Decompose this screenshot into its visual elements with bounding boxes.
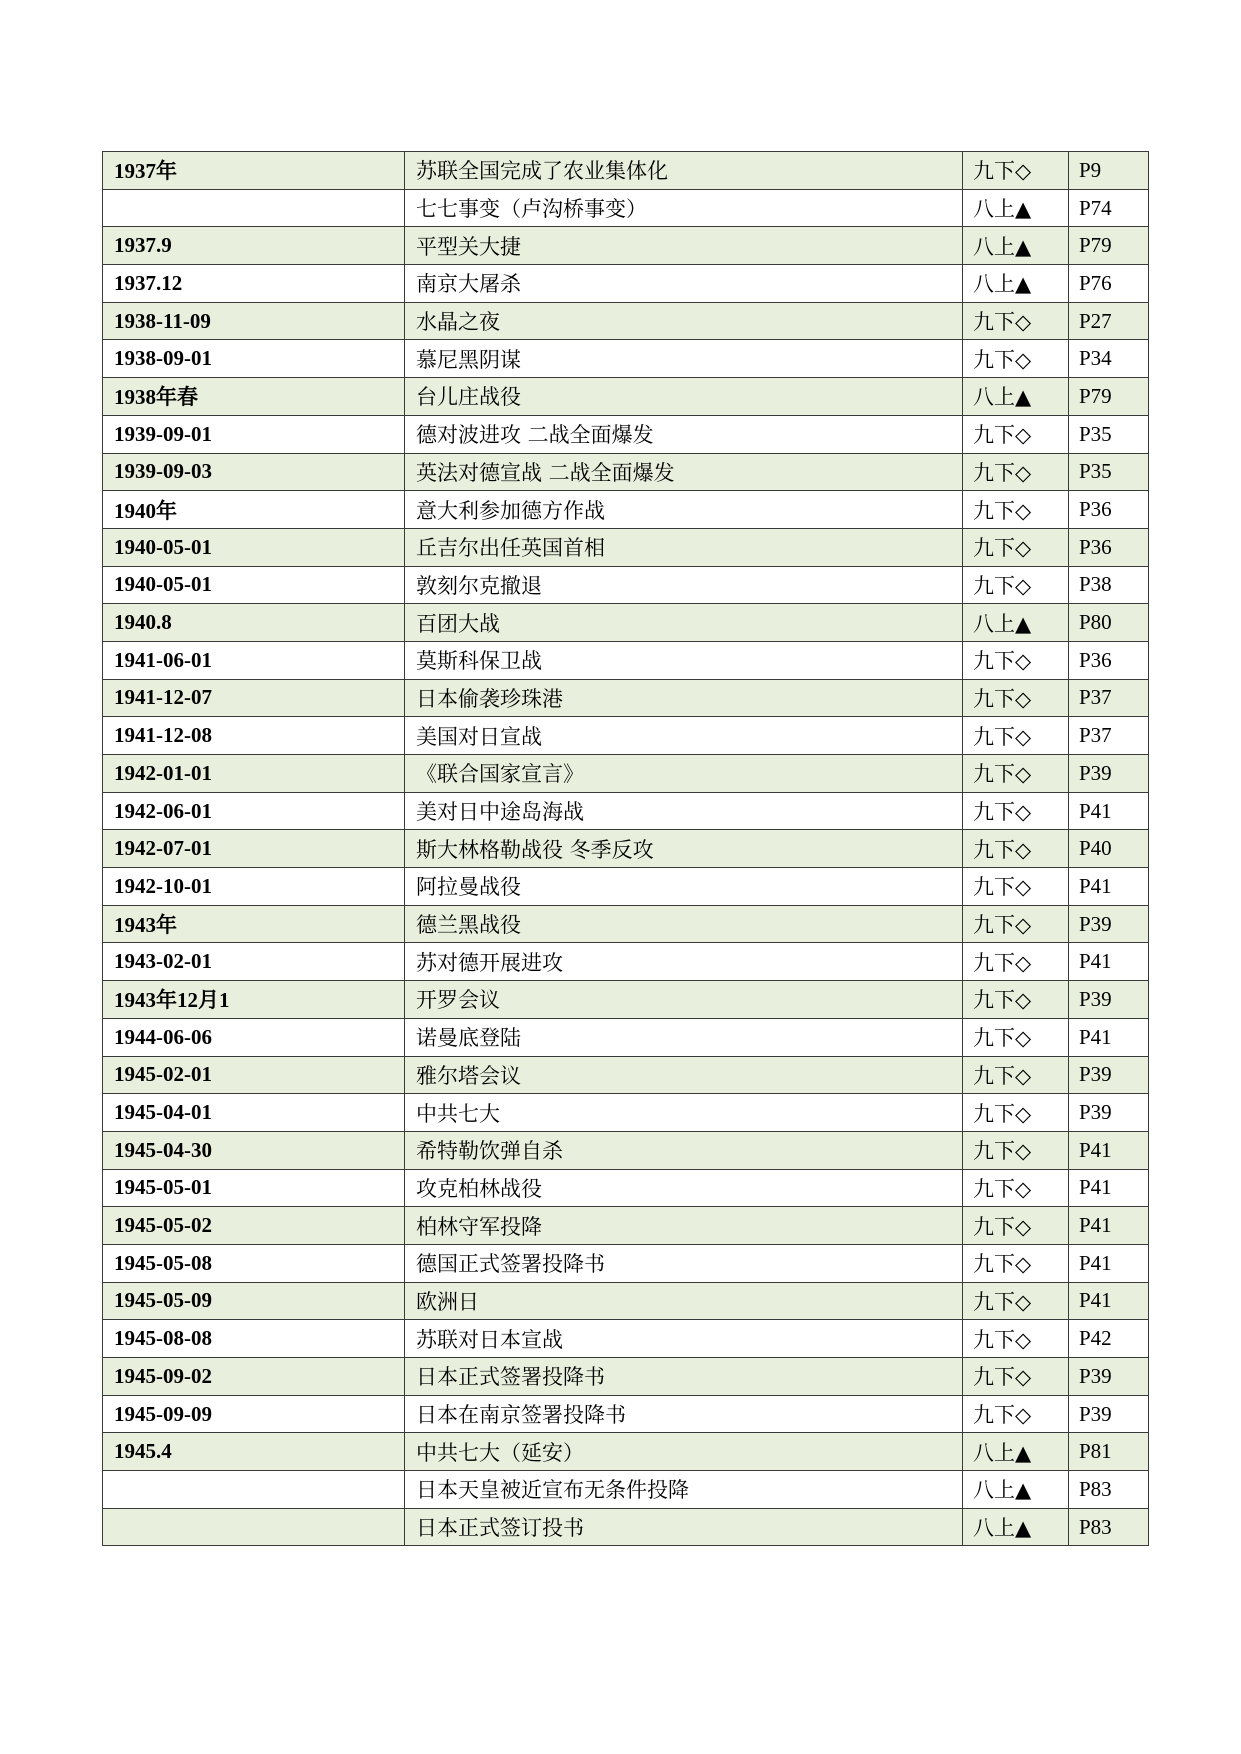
textbook-cell: 九下◇	[963, 981, 1069, 1019]
textbook-cell: 九下◇	[963, 302, 1069, 340]
textbook-cell: 九下◇	[963, 679, 1069, 717]
event-cell: 苏联全国完成了农业集体化	[405, 152, 963, 190]
date-cell: 1941-06-01	[103, 641, 405, 679]
page-ref-cell: P37	[1069, 717, 1149, 755]
page-ref-cell: P36	[1069, 641, 1149, 679]
event-cell: 中共七大（延安）	[405, 1433, 963, 1471]
page-ref-cell: P34	[1069, 340, 1149, 378]
table-row	[103, 566, 1149, 604]
page-ref-cell: P35	[1069, 453, 1149, 491]
textbook-cell: 八上▲	[963, 378, 1069, 416]
table-row	[103, 830, 1149, 868]
table-row	[103, 1471, 1149, 1509]
page-ref-cell: P36	[1069, 528, 1149, 566]
textbook-cell: 九下◇	[963, 1056, 1069, 1094]
date-cell: 1942-07-01	[103, 830, 405, 868]
date-cell: 1942-10-01	[103, 868, 405, 906]
table-row	[103, 943, 1149, 981]
page-ref-cell: P83	[1069, 1508, 1149, 1546]
textbook-cell: 九下◇	[963, 1395, 1069, 1433]
table-row	[103, 1244, 1149, 1282]
textbook-cell: 八上▲	[963, 604, 1069, 642]
event-cell: 日本在南京签署投降书	[405, 1395, 963, 1433]
page-ref-cell: P39	[1069, 981, 1149, 1019]
table-row	[103, 905, 1149, 943]
page-ref-cell: P39	[1069, 1056, 1149, 1094]
event-cell: 德国正式签署投降书	[405, 1244, 963, 1282]
event-cell: 意大利参加德方作战	[405, 491, 963, 529]
timeline-table-body	[103, 152, 1149, 1546]
date-cell: 1945-08-08	[103, 1320, 405, 1358]
date-cell: 1945.4	[103, 1433, 405, 1471]
page-ref-cell: P41	[1069, 1282, 1149, 1320]
page-ref-cell: P41	[1069, 868, 1149, 906]
table-row	[103, 1207, 1149, 1245]
page-ref-cell: P9	[1069, 152, 1149, 190]
date-cell: 1944-06-06	[103, 1018, 405, 1056]
textbook-cell: 九下◇	[963, 905, 1069, 943]
event-cell: 德兰黑战役	[405, 905, 963, 943]
table-row	[103, 1395, 1149, 1433]
textbook-cell: 九下◇	[963, 1320, 1069, 1358]
page-ref-cell: P36	[1069, 491, 1149, 529]
table-row	[103, 227, 1149, 265]
date-cell: 1941-12-07	[103, 679, 405, 717]
textbook-cell: 九下◇	[963, 1282, 1069, 1320]
event-cell: 《联合国家宣言》	[405, 755, 963, 793]
table-row	[103, 1094, 1149, 1132]
date-cell: 1939-09-03	[103, 453, 405, 491]
textbook-cell: 九下◇	[963, 1131, 1069, 1169]
event-cell: 台儿庄战役	[405, 378, 963, 416]
table-row	[103, 792, 1149, 830]
event-cell: 苏联对日本宣战	[405, 1320, 963, 1358]
textbook-cell: 九下◇	[963, 717, 1069, 755]
date-cell: 1937.9	[103, 227, 405, 265]
textbook-cell: 八上▲	[963, 1433, 1069, 1471]
event-cell: 攻克柏林战役	[405, 1169, 963, 1207]
textbook-cell: 八上▲	[963, 1508, 1069, 1546]
event-cell: 苏对德开展进攻	[405, 943, 963, 981]
page-ref-cell: P41	[1069, 1131, 1149, 1169]
date-cell: 1939-09-01	[103, 415, 405, 453]
date-cell: 1943年	[103, 905, 405, 943]
page-ref-cell: P39	[1069, 755, 1149, 793]
table-row	[103, 641, 1149, 679]
date-cell: 1945-04-30	[103, 1131, 405, 1169]
textbook-cell: 八上▲	[963, 1471, 1069, 1509]
table-row	[103, 302, 1149, 340]
page-ref-cell: P39	[1069, 1395, 1149, 1433]
date-cell	[103, 1471, 405, 1509]
page-ref-cell: P41	[1069, 792, 1149, 830]
event-cell: 英法对德宣战 二战全面爆发	[405, 453, 963, 491]
date-cell: 1945-02-01	[103, 1056, 405, 1094]
textbook-cell: 九下◇	[963, 152, 1069, 190]
event-cell: 七七事变（卢沟桥事变）	[405, 189, 963, 227]
page-ref-cell: P37	[1069, 679, 1149, 717]
date-cell: 1940.8	[103, 604, 405, 642]
textbook-cell: 九下◇	[963, 641, 1069, 679]
event-cell: 开罗会议	[405, 981, 963, 1019]
page-ref-cell: P40	[1069, 830, 1149, 868]
textbook-cell: 九下◇	[963, 1207, 1069, 1245]
event-cell: 诺曼底登陆	[405, 1018, 963, 1056]
event-cell: 丘吉尔出任英国首相	[405, 528, 963, 566]
textbook-cell: 九下◇	[963, 868, 1069, 906]
page-ref-cell: P74	[1069, 189, 1149, 227]
event-cell: 美国对日宣战	[405, 717, 963, 755]
page-ref-cell: P35	[1069, 415, 1149, 453]
textbook-cell: 九下◇	[963, 453, 1069, 491]
textbook-cell: 九下◇	[963, 1094, 1069, 1132]
table-row	[103, 981, 1149, 1019]
event-cell: 日本正式签署投降书	[405, 1358, 963, 1396]
event-cell: 欧洲日	[405, 1282, 963, 1320]
event-cell: 雅尔塔会议	[405, 1056, 963, 1094]
textbook-cell: 九下◇	[963, 528, 1069, 566]
table-row	[103, 189, 1149, 227]
event-cell: 日本天皇被近宣布无条件投降	[405, 1471, 963, 1509]
event-cell: 德对波进攻 二战全面爆发	[405, 415, 963, 453]
table-row	[103, 755, 1149, 793]
textbook-cell: 九下◇	[963, 1244, 1069, 1282]
date-cell: 1945-05-02	[103, 1207, 405, 1245]
table-row	[103, 679, 1149, 717]
page-ref-cell: P38	[1069, 566, 1149, 604]
textbook-cell: 九下◇	[963, 943, 1069, 981]
textbook-cell: 八上▲	[963, 189, 1069, 227]
event-cell: 希特勒饮弹自杀	[405, 1131, 963, 1169]
date-cell: 1938年春	[103, 378, 405, 416]
page-ref-cell: P41	[1069, 943, 1149, 981]
textbook-cell: 九下◇	[963, 830, 1069, 868]
event-cell: 平型关大捷	[405, 227, 963, 265]
page-ref-cell: P83	[1069, 1471, 1149, 1509]
table-row	[103, 1282, 1149, 1320]
page-ref-cell: P79	[1069, 378, 1149, 416]
page-ref-cell: P39	[1069, 905, 1149, 943]
date-cell	[103, 189, 405, 227]
textbook-cell: 九下◇	[963, 1358, 1069, 1396]
event-cell: 水晶之夜	[405, 302, 963, 340]
date-cell: 1945-09-09	[103, 1395, 405, 1433]
date-cell: 1943-02-01	[103, 943, 405, 981]
table-row	[103, 528, 1149, 566]
table-row	[103, 1508, 1149, 1546]
history-timeline-table	[102, 151, 1149, 1546]
date-cell	[103, 1508, 405, 1546]
textbook-cell: 八上▲	[963, 265, 1069, 303]
table-row	[103, 1018, 1149, 1056]
table-row	[103, 265, 1149, 303]
table-row	[103, 717, 1149, 755]
table-row	[103, 453, 1149, 491]
page-ref-cell: P79	[1069, 227, 1149, 265]
table-row	[103, 1131, 1149, 1169]
textbook-cell: 八上▲	[963, 227, 1069, 265]
textbook-cell: 九下◇	[963, 491, 1069, 529]
textbook-cell: 九下◇	[963, 755, 1069, 793]
date-cell: 1940年	[103, 491, 405, 529]
event-cell: 中共七大	[405, 1094, 963, 1132]
table-row	[103, 1433, 1149, 1471]
table-row	[103, 1320, 1149, 1358]
page-ref-cell: P80	[1069, 604, 1149, 642]
textbook-cell: 九下◇	[963, 340, 1069, 378]
textbook-cell: 九下◇	[963, 1169, 1069, 1207]
table-row	[103, 604, 1149, 642]
date-cell: 1942-01-01	[103, 755, 405, 793]
table-row	[103, 1358, 1149, 1396]
event-cell: 阿拉曼战役	[405, 868, 963, 906]
date-cell: 1941-12-08	[103, 717, 405, 755]
date-cell: 1942-06-01	[103, 792, 405, 830]
table-row	[103, 491, 1149, 529]
date-cell: 1938-09-01	[103, 340, 405, 378]
event-cell: 美对日中途岛海战	[405, 792, 963, 830]
date-cell: 1940-05-01	[103, 528, 405, 566]
event-cell: 莫斯科保卫战	[405, 641, 963, 679]
event-cell: 柏林守军投降	[405, 1207, 963, 1245]
date-cell: 1937年	[103, 152, 405, 190]
event-cell: 百团大战	[405, 604, 963, 642]
date-cell: 1945-04-01	[103, 1094, 405, 1132]
textbook-cell: 九下◇	[963, 415, 1069, 453]
page-ref-cell: P41	[1069, 1169, 1149, 1207]
textbook-cell: 九下◇	[963, 792, 1069, 830]
date-cell: 1945-05-01	[103, 1169, 405, 1207]
event-cell: 斯大林格勒战役 冬季反攻	[405, 830, 963, 868]
table-row	[103, 1169, 1149, 1207]
event-cell: 慕尼黑阴谋	[405, 340, 963, 378]
textbook-cell: 九下◇	[963, 1018, 1069, 1056]
table-row	[103, 340, 1149, 378]
date-cell: 1943年12月1	[103, 981, 405, 1019]
table-row	[103, 378, 1149, 416]
page-ref-cell: P39	[1069, 1358, 1149, 1396]
event-cell: 日本正式签订投书	[405, 1508, 963, 1546]
date-cell: 1937.12	[103, 265, 405, 303]
table-row	[103, 1056, 1149, 1094]
page-ref-cell: P39	[1069, 1094, 1149, 1132]
page-ref-cell: P81	[1069, 1433, 1149, 1471]
page-ref-cell: P41	[1069, 1244, 1149, 1282]
date-cell: 1945-05-09	[103, 1282, 405, 1320]
table-row	[103, 152, 1149, 190]
date-cell: 1938-11-09	[103, 302, 405, 340]
table-row	[103, 868, 1149, 906]
date-cell: 1940-05-01	[103, 566, 405, 604]
page-ref-cell: P27	[1069, 302, 1149, 340]
page-ref-cell: P41	[1069, 1018, 1149, 1056]
textbook-cell: 九下◇	[963, 566, 1069, 604]
page-ref-cell: P41	[1069, 1207, 1149, 1245]
date-cell: 1945-09-02	[103, 1358, 405, 1396]
event-cell: 日本偷袭珍珠港	[405, 679, 963, 717]
event-cell: 敦刻尔克撤退	[405, 566, 963, 604]
date-cell: 1945-05-08	[103, 1244, 405, 1282]
table-row	[103, 415, 1149, 453]
page-ref-cell: P76	[1069, 265, 1149, 303]
event-cell: 南京大屠杀	[405, 265, 963, 303]
page-ref-cell: P42	[1069, 1320, 1149, 1358]
